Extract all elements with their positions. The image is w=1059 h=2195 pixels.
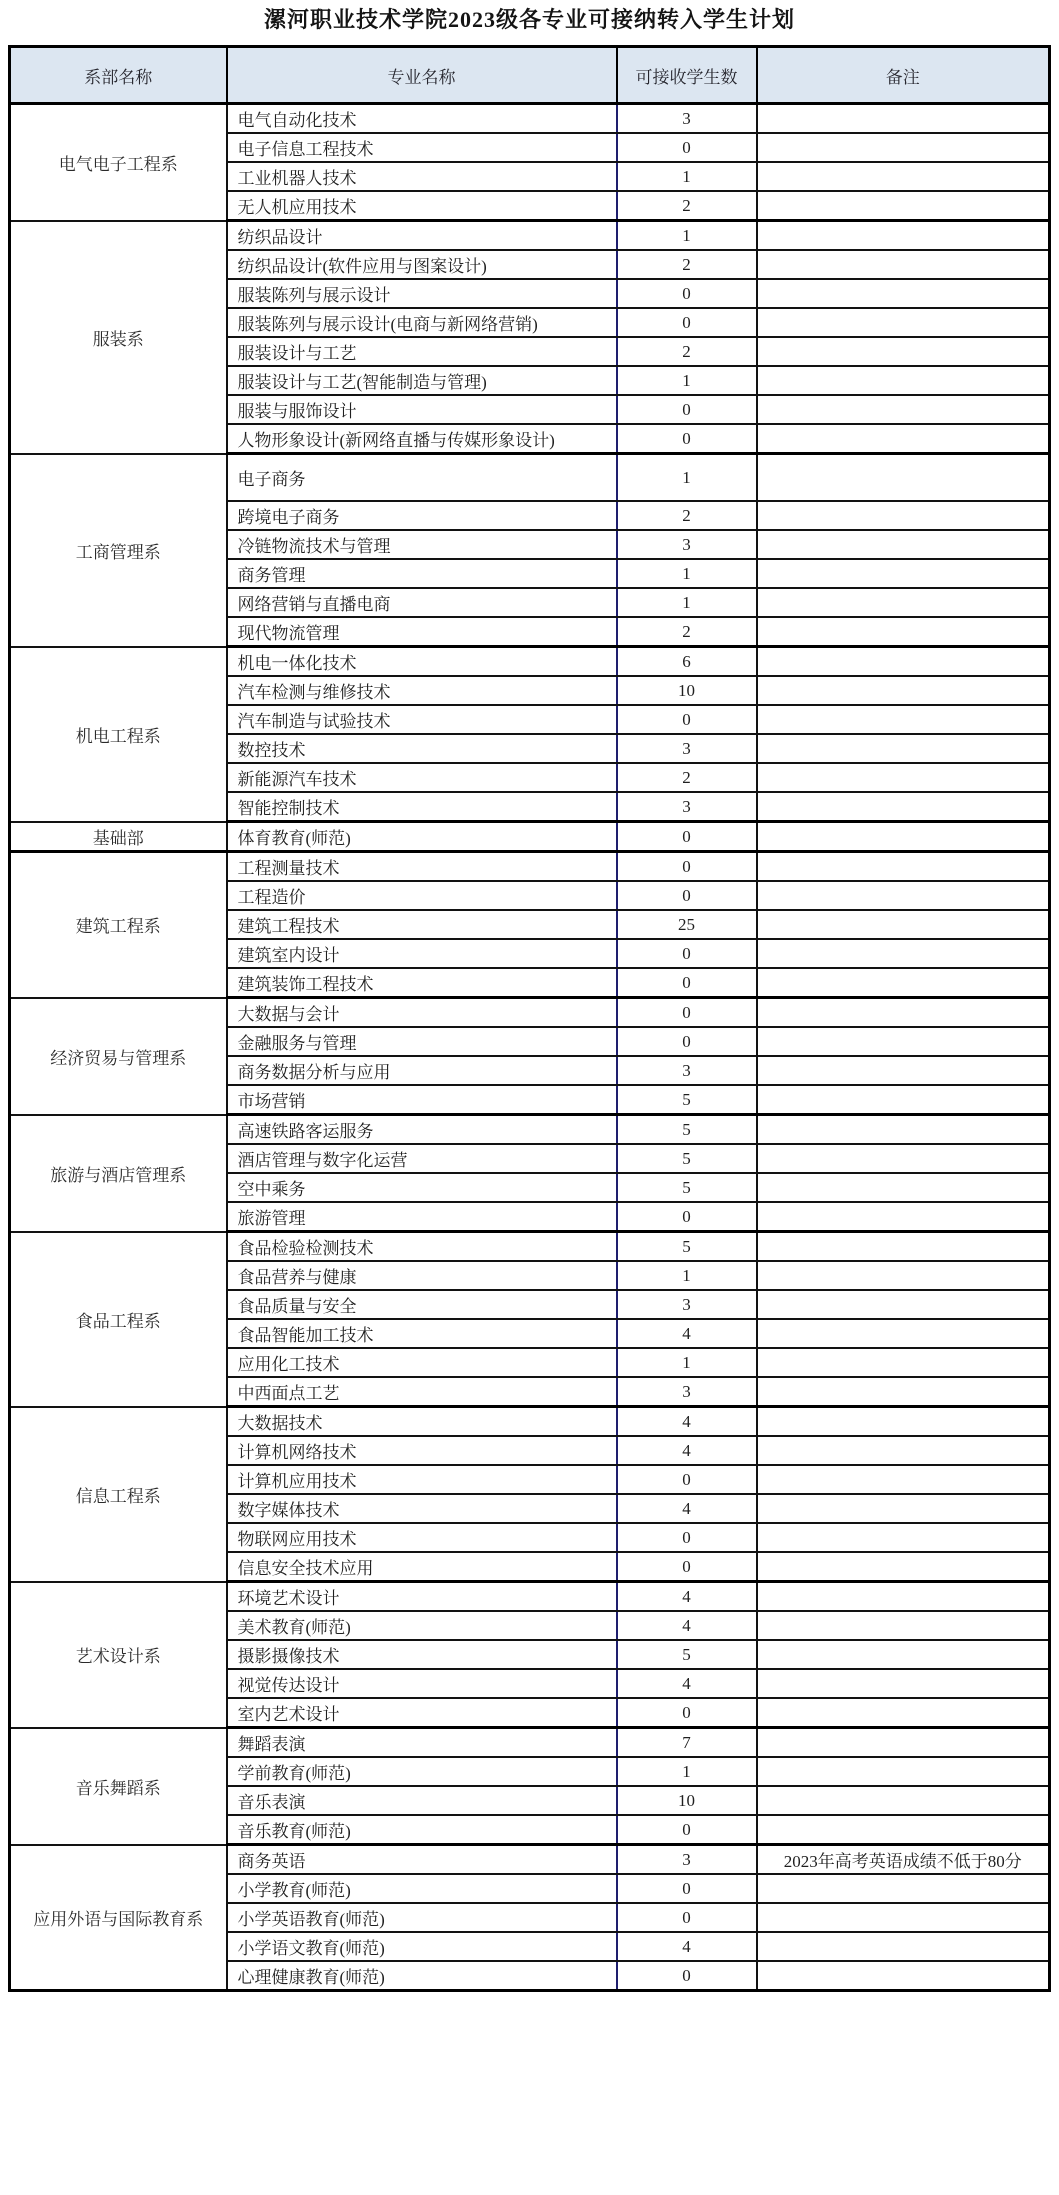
major-cell: 大数据技术 — [227, 1407, 617, 1437]
count-cell: 0 — [617, 1903, 757, 1932]
count-cell: 4 — [617, 1494, 757, 1523]
table-row — [10, 1407, 1050, 1437]
count-cell: 5 — [617, 1173, 757, 1202]
count-cell: 2 — [617, 763, 757, 792]
remark-cell — [757, 617, 1050, 647]
major-cell: 服装陈列与展示设计 — [227, 279, 617, 308]
count-cell: 3 — [617, 734, 757, 763]
remark-cell — [757, 1027, 1050, 1056]
major-cell: 商务英语 — [227, 1845, 617, 1875]
department-cell: 基础部 — [10, 822, 227, 852]
major-cell: 跨境电子商务 — [227, 501, 617, 530]
major-cell: 体育教育(师范) — [227, 822, 617, 852]
table-row — [10, 1845, 1050, 1875]
major-cell: 美术教育(师范) — [227, 1611, 617, 1640]
major-cell: 建筑室内设计 — [227, 939, 617, 968]
major-cell: 摄影摄像技术 — [227, 1640, 617, 1669]
remark-cell — [757, 910, 1050, 939]
count-cell: 3 — [617, 1845, 757, 1875]
remark-cell — [757, 337, 1050, 366]
remark-cell — [757, 501, 1050, 530]
count-cell: 4 — [617, 1582, 757, 1612]
major-cell: 计算机网络技术 — [227, 1436, 617, 1465]
remark-cell — [757, 1056, 1050, 1085]
count-cell: 0 — [617, 1961, 757, 1991]
remark-cell — [757, 1611, 1050, 1640]
major-cell: 数字媒体技术 — [227, 1494, 617, 1523]
remark-cell — [757, 559, 1050, 588]
major-cell: 服装设计与工艺 — [227, 337, 617, 366]
remark-cell — [757, 250, 1050, 279]
major-cell: 现代物流管理 — [227, 617, 617, 647]
major-cell: 服装陈列与展示设计(电商与新网络营销) — [227, 308, 617, 337]
major-cell: 新能源汽车技术 — [227, 763, 617, 792]
page-title: 漯河职业技术学院2023级各专业可接纳转入学生计划 — [263, 7, 795, 32]
department-cell: 工商管理系 — [10, 454, 227, 647]
header-cell-department: 系部名称 — [10, 47, 227, 104]
remark-cell — [757, 1874, 1050, 1903]
remark-cell — [757, 852, 1050, 882]
count-cell: 0 — [617, 705, 757, 734]
count-cell: 5 — [617, 1085, 757, 1115]
remark-cell — [757, 1932, 1050, 1961]
remark-cell — [757, 1815, 1050, 1845]
remark-cell — [757, 1377, 1050, 1407]
major-cell: 工程测量技术 — [227, 852, 617, 882]
major-cell: 纺织品设计(软件应用与图案设计) — [227, 250, 617, 279]
department-cell: 经济贸易与管理系 — [10, 998, 227, 1115]
major-cell: 大数据与会计 — [227, 998, 617, 1028]
table-row — [10, 1582, 1050, 1612]
count-cell: 0 — [617, 1698, 757, 1728]
department-cell: 机电工程系 — [10, 647, 227, 822]
count-cell: 3 — [617, 104, 757, 134]
count-cell: 1 — [617, 1261, 757, 1290]
count-cell: 1 — [617, 559, 757, 588]
remark-cell — [757, 998, 1050, 1028]
department-cell: 音乐舞蹈系 — [10, 1728, 227, 1845]
major-cell: 商务管理 — [227, 559, 617, 588]
major-cell: 无人机应用技术 — [227, 191, 617, 221]
remark-cell — [757, 1582, 1050, 1612]
count-cell: 4 — [617, 1932, 757, 1961]
count-cell: 2 — [617, 191, 757, 221]
count-cell: 3 — [617, 530, 757, 559]
major-cell: 纺织品设计 — [227, 221, 617, 251]
table-row — [10, 454, 1050, 502]
remark-cell — [757, 647, 1050, 677]
remark-cell — [757, 1290, 1050, 1319]
remark-cell — [757, 968, 1050, 998]
count-cell: 1 — [617, 588, 757, 617]
major-cell: 中西面点工艺 — [227, 1377, 617, 1407]
major-cell: 数控技术 — [227, 734, 617, 763]
major-cell: 旅游管理 — [227, 1202, 617, 1232]
count-cell: 1 — [617, 1348, 757, 1377]
remark-cell — [757, 939, 1050, 968]
count-cell: 5 — [617, 1232, 757, 1262]
major-cell: 音乐表演 — [227, 1786, 617, 1815]
remark-cell — [757, 822, 1050, 852]
remark-cell — [757, 1669, 1050, 1698]
count-cell: 10 — [617, 676, 757, 705]
major-cell: 视觉传达设计 — [227, 1669, 617, 1698]
table-row — [10, 221, 1050, 251]
count-cell: 5 — [617, 1144, 757, 1173]
major-cell: 建筑装饰工程技术 — [227, 968, 617, 998]
major-cell: 心理健康教育(师范) — [227, 1961, 617, 1991]
major-cell: 建筑工程技术 — [227, 910, 617, 939]
major-cell: 电子商务 — [227, 454, 617, 502]
major-cell: 服装与服饰设计 — [227, 395, 617, 424]
count-cell: 0 — [617, 939, 757, 968]
remark-cell — [757, 1961, 1050, 1991]
count-cell: 0 — [617, 881, 757, 910]
count-cell: 0 — [617, 395, 757, 424]
remark-cell — [757, 588, 1050, 617]
department-cell: 电气电子工程系 — [10, 104, 227, 221]
count-cell: 0 — [617, 133, 757, 162]
major-cell: 人物形象设计(新网络直播与传媒形象设计) — [227, 424, 617, 454]
table-row — [10, 822, 1050, 852]
count-cell: 4 — [617, 1436, 757, 1465]
major-cell: 市场营销 — [227, 1085, 617, 1115]
department-cell: 艺术设计系 — [10, 1582, 227, 1728]
remark-cell — [757, 1085, 1050, 1115]
remark-cell: 2023年高考英语成绩不低于80分 — [757, 1845, 1050, 1875]
count-cell: 0 — [617, 1027, 757, 1056]
count-cell: 3 — [617, 1056, 757, 1085]
table-row — [10, 647, 1050, 677]
count-cell: 4 — [617, 1407, 757, 1437]
remark-cell — [757, 424, 1050, 454]
major-cell: 信息安全技术应用 — [227, 1552, 617, 1582]
major-cell: 应用化工技术 — [227, 1348, 617, 1377]
major-cell: 汽车制造与试验技术 — [227, 705, 617, 734]
major-cell: 高速铁路客运服务 — [227, 1115, 617, 1145]
remark-cell — [757, 1319, 1050, 1348]
count-cell: 0 — [617, 998, 757, 1028]
count-cell: 7 — [617, 1728, 757, 1758]
count-cell: 1 — [617, 221, 757, 251]
remark-cell — [757, 1523, 1050, 1552]
count-cell: 0 — [617, 308, 757, 337]
major-cell: 计算机应用技术 — [227, 1465, 617, 1494]
major-cell: 环境艺术设计 — [227, 1582, 617, 1612]
count-cell: 5 — [617, 1640, 757, 1669]
major-cell: 网络营销与直播电商 — [227, 588, 617, 617]
count-cell: 0 — [617, 852, 757, 882]
major-cell: 食品检验检测技术 — [227, 1232, 617, 1262]
header-cell-count: 可接收学生数 — [617, 47, 757, 104]
count-cell: 5 — [617, 1115, 757, 1145]
count-cell: 2 — [617, 250, 757, 279]
count-cell: 0 — [617, 822, 757, 852]
major-cell: 小学语文教育(师范) — [227, 1932, 617, 1961]
table-row — [10, 852, 1050, 882]
count-cell: 0 — [617, 1202, 757, 1232]
count-cell: 0 — [617, 1465, 757, 1494]
major-cell: 空中乘务 — [227, 1173, 617, 1202]
remark-cell — [757, 395, 1050, 424]
department-cell: 信息工程系 — [10, 1407, 227, 1582]
plan-table-body — [10, 104, 1050, 1991]
remark-cell — [757, 1115, 1050, 1145]
major-cell: 小学英语教育(师范) — [227, 1903, 617, 1932]
count-cell: 3 — [617, 792, 757, 822]
major-cell: 酒店管理与数字化运营 — [227, 1144, 617, 1173]
remark-cell — [757, 1173, 1050, 1202]
count-cell: 0 — [617, 1874, 757, 1903]
count-cell: 1 — [617, 366, 757, 395]
remark-cell — [757, 1144, 1050, 1173]
major-cell: 冷链物流技术与管理 — [227, 530, 617, 559]
remark-cell — [757, 1494, 1050, 1523]
count-cell: 0 — [617, 1552, 757, 1582]
remark-cell — [757, 366, 1050, 395]
remark-cell — [757, 162, 1050, 191]
remark-cell — [757, 1728, 1050, 1758]
remark-cell — [757, 676, 1050, 705]
remark-cell — [757, 1552, 1050, 1582]
remark-cell — [757, 221, 1050, 251]
major-cell: 工程造价 — [227, 881, 617, 910]
count-cell: 0 — [617, 424, 757, 454]
remark-cell — [757, 191, 1050, 221]
remark-cell — [757, 1786, 1050, 1815]
major-cell: 物联网应用技术 — [227, 1523, 617, 1552]
count-cell: 1 — [617, 1757, 757, 1786]
remark-cell — [757, 881, 1050, 910]
count-cell: 1 — [617, 454, 757, 502]
count-cell: 2 — [617, 337, 757, 366]
remark-cell — [757, 705, 1050, 734]
major-cell: 机电一体化技术 — [227, 647, 617, 677]
count-cell: 2 — [617, 501, 757, 530]
count-cell: 4 — [617, 1611, 757, 1640]
transfer-plan-table — [8, 45, 1051, 1992]
major-cell: 学前教育(师范) — [227, 1757, 617, 1786]
department-cell: 服装系 — [10, 221, 227, 454]
major-cell: 室内艺术设计 — [227, 1698, 617, 1728]
header-row — [10, 47, 1050, 104]
remark-cell — [757, 308, 1050, 337]
table-row — [10, 1115, 1050, 1145]
major-cell: 食品质量与安全 — [227, 1290, 617, 1319]
major-cell: 商务数据分析与应用 — [227, 1056, 617, 1085]
count-cell: 3 — [617, 1377, 757, 1407]
department-cell: 建筑工程系 — [10, 852, 227, 998]
major-cell: 音乐教育(师范) — [227, 1815, 617, 1845]
table-row — [10, 998, 1050, 1028]
major-cell: 食品营养与健康 — [227, 1261, 617, 1290]
department-cell: 应用外语与国际教育系 — [10, 1845, 227, 1991]
remark-cell — [757, 1348, 1050, 1377]
remark-cell — [757, 1465, 1050, 1494]
remark-cell — [757, 1261, 1050, 1290]
remark-cell — [757, 279, 1050, 308]
remark-cell — [757, 133, 1050, 162]
table-header — [10, 47, 1050, 104]
major-cell: 小学教育(师范) — [227, 1874, 617, 1903]
remark-cell — [757, 734, 1050, 763]
department-cell: 旅游与酒店管理系 — [10, 1115, 227, 1232]
count-cell: 4 — [617, 1669, 757, 1698]
major-cell: 智能控制技术 — [227, 792, 617, 822]
major-cell: 食品智能加工技术 — [227, 1319, 617, 1348]
remark-cell — [757, 1698, 1050, 1728]
remark-cell — [757, 792, 1050, 822]
remark-cell — [757, 1640, 1050, 1669]
count-cell: 4 — [617, 1319, 757, 1348]
header-cell-remark: 备注 — [757, 47, 1050, 104]
count-cell: 1 — [617, 162, 757, 191]
department-cell: 食品工程系 — [10, 1232, 227, 1407]
count-cell: 0 — [617, 279, 757, 308]
remark-cell — [757, 1202, 1050, 1232]
remark-cell — [757, 104, 1050, 134]
major-cell: 金融服务与管理 — [227, 1027, 617, 1056]
count-cell: 2 — [617, 617, 757, 647]
remark-cell — [757, 454, 1050, 502]
major-cell: 汽车检测与维修技术 — [227, 676, 617, 705]
count-cell: 25 — [617, 910, 757, 939]
major-cell: 工业机器人技术 — [227, 162, 617, 191]
remark-cell — [757, 763, 1050, 792]
remark-cell — [757, 1436, 1050, 1465]
count-cell: 10 — [617, 1786, 757, 1815]
major-cell: 舞蹈表演 — [227, 1728, 617, 1758]
count-cell: 0 — [617, 1815, 757, 1845]
count-cell: 0 — [617, 968, 757, 998]
header-cell-major: 专业名称 — [227, 47, 617, 104]
count-cell: 3 — [617, 1290, 757, 1319]
remark-cell — [757, 1232, 1050, 1262]
remark-cell — [757, 1407, 1050, 1437]
table-row — [10, 1728, 1050, 1758]
count-cell: 0 — [617, 1523, 757, 1552]
remark-cell — [757, 1757, 1050, 1786]
major-cell: 电气自动化技术 — [227, 104, 617, 134]
count-cell: 6 — [617, 647, 757, 677]
major-cell: 服装设计与工艺(智能制造与管理) — [227, 366, 617, 395]
table-row — [10, 1232, 1050, 1262]
major-cell: 电子信息工程技术 — [227, 133, 617, 162]
table-row — [10, 104, 1050, 134]
remark-cell — [757, 530, 1050, 559]
remark-cell — [757, 1903, 1050, 1932]
